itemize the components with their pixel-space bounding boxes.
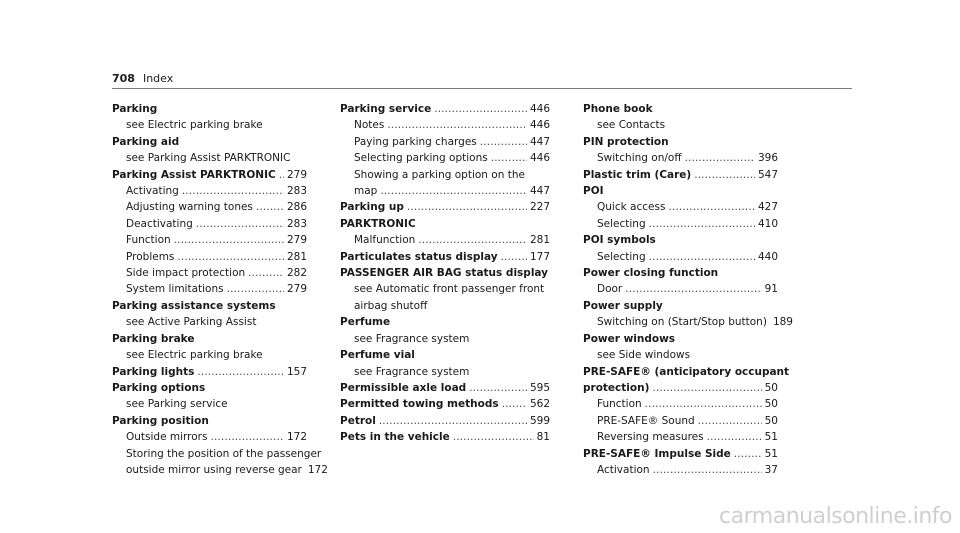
entry-text: Phone book bbox=[583, 103, 653, 115]
index-entry bbox=[340, 314, 550, 330]
index-column-3 bbox=[583, 101, 793, 478]
index-entry bbox=[340, 413, 550, 429]
entry-text: Parking up bbox=[340, 201, 404, 214]
entry-text: map bbox=[354, 185, 378, 198]
entry-text: PIN protection bbox=[583, 135, 669, 148]
index-subentry bbox=[112, 150, 307, 166]
index-subentry bbox=[112, 216, 307, 232]
index-subentry bbox=[583, 429, 778, 445]
dot-leader bbox=[210, 429, 283, 445]
page-reference: 281 bbox=[529, 234, 550, 247]
index-subentry bbox=[112, 446, 322, 462]
dot-leader bbox=[279, 167, 284, 183]
index-column-2 bbox=[340, 101, 550, 446]
index-subentry bbox=[340, 117, 550, 133]
index-entry bbox=[340, 429, 550, 445]
dot-leader bbox=[379, 413, 527, 429]
index-entry bbox=[112, 101, 307, 117]
entry-text: outside mirror using reverse gear bbox=[126, 463, 302, 476]
index-subentry bbox=[340, 298, 550, 314]
page-reference: 396 bbox=[757, 152, 778, 165]
entry-text: airbag shutoff bbox=[354, 299, 428, 312]
entry-text: see Fragrance system bbox=[354, 332, 470, 345]
entry-text: Petrol bbox=[340, 414, 376, 427]
page-number: 708 bbox=[112, 72, 135, 85]
dot-leader bbox=[649, 216, 755, 232]
entry-text: POI bbox=[583, 185, 604, 198]
entry-text: Parking brake bbox=[112, 332, 195, 345]
index-entry bbox=[583, 134, 778, 150]
index-entry bbox=[112, 364, 307, 380]
index-subentry bbox=[340, 331, 550, 347]
entry-text: Function bbox=[126, 234, 171, 247]
dot-leader bbox=[734, 446, 762, 462]
page-reference: 599 bbox=[529, 414, 550, 427]
entry-text: Power closing function bbox=[583, 267, 719, 280]
entry-text: Function bbox=[597, 398, 642, 411]
dot-leader bbox=[653, 462, 762, 478]
entry-text: PASSENGER AIR BAG status display bbox=[340, 267, 549, 280]
entry-text: Plastic trim (Care) bbox=[583, 168, 692, 181]
dot-leader bbox=[453, 429, 534, 445]
page-reference: 283 bbox=[286, 217, 307, 230]
index-subentry bbox=[112, 199, 307, 215]
entry-text: see Active Parking Assist bbox=[126, 316, 257, 329]
entry-text: Storing the position of the passenger bbox=[126, 447, 322, 460]
dot-leader bbox=[694, 167, 755, 183]
dot-leader bbox=[469, 380, 527, 396]
page-reference: 172 bbox=[286, 431, 307, 444]
index-subentry bbox=[583, 347, 778, 363]
page-reference: 447 bbox=[529, 185, 550, 198]
index-subentry bbox=[583, 281, 778, 297]
dot-leader bbox=[649, 249, 755, 265]
page-reference: 427 bbox=[757, 201, 778, 214]
index-entry bbox=[583, 298, 778, 314]
entry-text: Pets in the vehicle bbox=[340, 431, 450, 444]
entry-text: Parking bbox=[112, 103, 158, 115]
dot-leader bbox=[387, 117, 527, 133]
dot-leader bbox=[182, 183, 284, 199]
page-reference: 50 bbox=[764, 414, 778, 427]
entry-text: Deactivating bbox=[126, 217, 193, 230]
page-reference: 50 bbox=[764, 381, 778, 394]
entry-text: see Parking service bbox=[126, 398, 228, 411]
entry-text: Perfume vial bbox=[340, 349, 415, 362]
dot-leader bbox=[197, 364, 284, 380]
index-entry bbox=[583, 183, 778, 199]
dot-leader bbox=[668, 199, 755, 215]
entry-text: protection) bbox=[583, 381, 650, 394]
dot-leader bbox=[707, 429, 762, 445]
index-subentry bbox=[340, 167, 550, 183]
index-entry bbox=[583, 232, 778, 248]
index-subentry bbox=[583, 150, 778, 166]
page-header bbox=[112, 72, 173, 85]
entry-text: Parking aid bbox=[112, 135, 180, 148]
index-subentry bbox=[340, 134, 550, 150]
index-entry bbox=[340, 216, 550, 232]
entry-text: Permissible axle load bbox=[340, 381, 467, 394]
index-subentry bbox=[583, 199, 778, 215]
page-reference: 51 bbox=[764, 447, 778, 460]
entry-text: see Electric parking brake bbox=[126, 119, 263, 132]
index-subentry bbox=[340, 364, 550, 380]
index-entry bbox=[112, 413, 307, 429]
entry-text: Selecting bbox=[597, 250, 646, 263]
index-subentry bbox=[112, 249, 307, 265]
index-entry bbox=[583, 380, 778, 396]
entry-text: Problems bbox=[126, 250, 175, 263]
index-subentry bbox=[112, 462, 328, 478]
page-reference: 595 bbox=[529, 381, 550, 394]
dot-leader bbox=[407, 199, 527, 215]
entry-text: Parking position bbox=[112, 414, 209, 427]
index-entry bbox=[583, 101, 778, 117]
page-reference: 81 bbox=[536, 431, 550, 444]
page-reference: 227 bbox=[529, 201, 550, 214]
index-entry bbox=[583, 167, 778, 183]
page-reference: 91 bbox=[764, 283, 778, 296]
index-subentry bbox=[583, 216, 778, 232]
index-entry bbox=[340, 265, 550, 281]
page-reference: 172 bbox=[307, 463, 328, 476]
page-reference: 279 bbox=[286, 168, 307, 181]
entry-text: Malfunction bbox=[354, 234, 416, 247]
page-reference: 279 bbox=[286, 283, 307, 296]
index-subentry bbox=[112, 347, 307, 363]
entry-text: Parking service bbox=[340, 103, 432, 115]
page-reference: 189 bbox=[772, 316, 793, 329]
entry-text: Switching on (Start/Stop button) bbox=[597, 316, 767, 329]
entry-text: PRE-SAFE® (anticipatory occupant bbox=[583, 365, 790, 378]
index-entry bbox=[112, 380, 307, 396]
dot-leader bbox=[685, 150, 755, 166]
entry-text: see Parking Assist PARKTRONIC bbox=[126, 152, 291, 165]
dot-leader bbox=[418, 232, 527, 248]
entry-text: Adjusting warning tones bbox=[126, 201, 253, 214]
dot-leader bbox=[645, 396, 762, 412]
page-reference: 51 bbox=[764, 431, 778, 444]
index-subentry bbox=[583, 117, 778, 133]
entry-text: Notes bbox=[354, 119, 385, 132]
entry-text: Parking options bbox=[112, 381, 206, 394]
dot-leader bbox=[502, 396, 527, 412]
dot-leader bbox=[501, 249, 527, 265]
entry-text: Switching on/off bbox=[597, 152, 682, 165]
dot-leader bbox=[698, 413, 762, 429]
index-entry bbox=[340, 101, 550, 117]
entry-text: PRE-SAFE® Impulse Side bbox=[583, 447, 731, 460]
index-entry bbox=[112, 167, 307, 183]
index-entry bbox=[112, 298, 307, 314]
entry-text: Parking Assist PARKTRONIC bbox=[112, 168, 276, 181]
page-reference: 446 bbox=[529, 152, 550, 165]
page-reference: 282 bbox=[286, 267, 307, 280]
index-entry bbox=[583, 446, 778, 462]
entry-text: Quick access bbox=[597, 201, 666, 214]
dot-leader bbox=[380, 183, 527, 199]
page-reference: 562 bbox=[529, 398, 550, 411]
entry-text: PARKTRONIC bbox=[340, 217, 416, 230]
index-subentry bbox=[340, 281, 550, 297]
index-subentry bbox=[112, 314, 307, 330]
index-subentry bbox=[112, 396, 307, 412]
entry-text: Activation bbox=[597, 463, 650, 476]
index-entry bbox=[583, 265, 778, 281]
page-reference: 37 bbox=[764, 463, 778, 476]
page-reference: 446 bbox=[529, 103, 550, 115]
header-divider bbox=[112, 88, 852, 89]
index-subentry bbox=[583, 314, 793, 330]
index-subentry bbox=[112, 281, 307, 297]
index-subentry bbox=[340, 183, 550, 199]
page-reference: 279 bbox=[286, 234, 307, 247]
entry-text: Activating bbox=[126, 185, 179, 198]
entry-text: see Contacts bbox=[597, 119, 666, 132]
page-reference: 50 bbox=[764, 398, 778, 411]
index-entry bbox=[583, 364, 790, 380]
page-reference: 440 bbox=[757, 250, 778, 263]
page-reference: 446 bbox=[529, 119, 550, 132]
dot-leader bbox=[227, 281, 284, 297]
section-title: Index bbox=[142, 72, 174, 85]
index-subentry bbox=[112, 183, 307, 199]
index-entry bbox=[112, 331, 307, 347]
dot-leader bbox=[491, 150, 527, 166]
index-column-1 bbox=[112, 101, 328, 478]
entry-text: Door bbox=[597, 283, 623, 296]
index-subentry bbox=[340, 232, 550, 248]
entry-text: Power supply bbox=[583, 299, 663, 312]
entry-text: Showing a parking option on the bbox=[354, 168, 525, 181]
index-entry bbox=[112, 134, 307, 150]
entry-text: Permitted towing methods bbox=[340, 398, 499, 411]
entry-text: Parking assistance systems bbox=[112, 299, 276, 312]
index-subentry bbox=[583, 249, 778, 265]
index-subentry bbox=[112, 265, 307, 281]
index-subentry bbox=[583, 462, 778, 478]
index-subentry bbox=[112, 232, 307, 248]
entry-text: Selecting bbox=[597, 217, 646, 230]
page-reference: 447 bbox=[529, 135, 550, 148]
page-reference: 177 bbox=[529, 250, 550, 263]
dot-leader bbox=[256, 199, 284, 215]
index-subentry bbox=[112, 429, 307, 445]
page-reference: 281 bbox=[286, 250, 307, 263]
page-reference: 283 bbox=[286, 185, 307, 198]
dot-leader bbox=[434, 101, 527, 117]
index-subentry bbox=[583, 413, 778, 429]
entry-text: see Automatic front passenger front bbox=[354, 283, 545, 296]
entry-text: Reversing measures bbox=[597, 431, 704, 444]
entry-text: see Electric parking brake bbox=[126, 349, 263, 362]
index-entry bbox=[583, 331, 778, 347]
entry-text: Parking lights bbox=[112, 365, 195, 378]
page-reference: 286 bbox=[286, 201, 307, 214]
dot-leader bbox=[248, 265, 284, 281]
entry-text: Outside mirrors bbox=[126, 431, 208, 444]
index-subentry bbox=[340, 150, 550, 166]
entry-text: POI symbols bbox=[583, 234, 656, 247]
entry-text: see Side windows bbox=[597, 349, 691, 362]
dot-leader bbox=[177, 249, 284, 265]
dot-leader bbox=[174, 232, 284, 248]
index-entry bbox=[340, 199, 550, 215]
entry-text: Perfume bbox=[340, 316, 391, 329]
entry-text: Side impact protection bbox=[126, 267, 246, 280]
entry-text: Particulates status display bbox=[340, 250, 498, 263]
index-entry bbox=[340, 380, 550, 396]
index-subentry bbox=[112, 117, 307, 133]
watermark-text: carmanualsonline.info bbox=[719, 504, 952, 529]
entry-text: PRE-SAFE® Sound bbox=[597, 414, 695, 427]
page-reference: 157 bbox=[286, 365, 307, 378]
dot-leader bbox=[196, 216, 284, 232]
dot-leader bbox=[480, 134, 527, 150]
page-reference: 410 bbox=[757, 217, 778, 230]
entry-text: Power windows bbox=[583, 332, 676, 345]
entry-text: Selecting parking options bbox=[354, 152, 488, 165]
dot-leader bbox=[625, 281, 761, 297]
index-entry bbox=[340, 347, 550, 363]
index-entry bbox=[340, 396, 550, 412]
page-reference: 547 bbox=[757, 168, 778, 181]
entry-text: System limitations bbox=[126, 283, 224, 296]
dot-leader bbox=[652, 380, 761, 396]
entry-text: Paying parking charges bbox=[354, 135, 477, 148]
entry-text: see Fragrance system bbox=[354, 365, 470, 378]
index-subentry bbox=[583, 396, 778, 412]
index-entry bbox=[340, 249, 550, 265]
